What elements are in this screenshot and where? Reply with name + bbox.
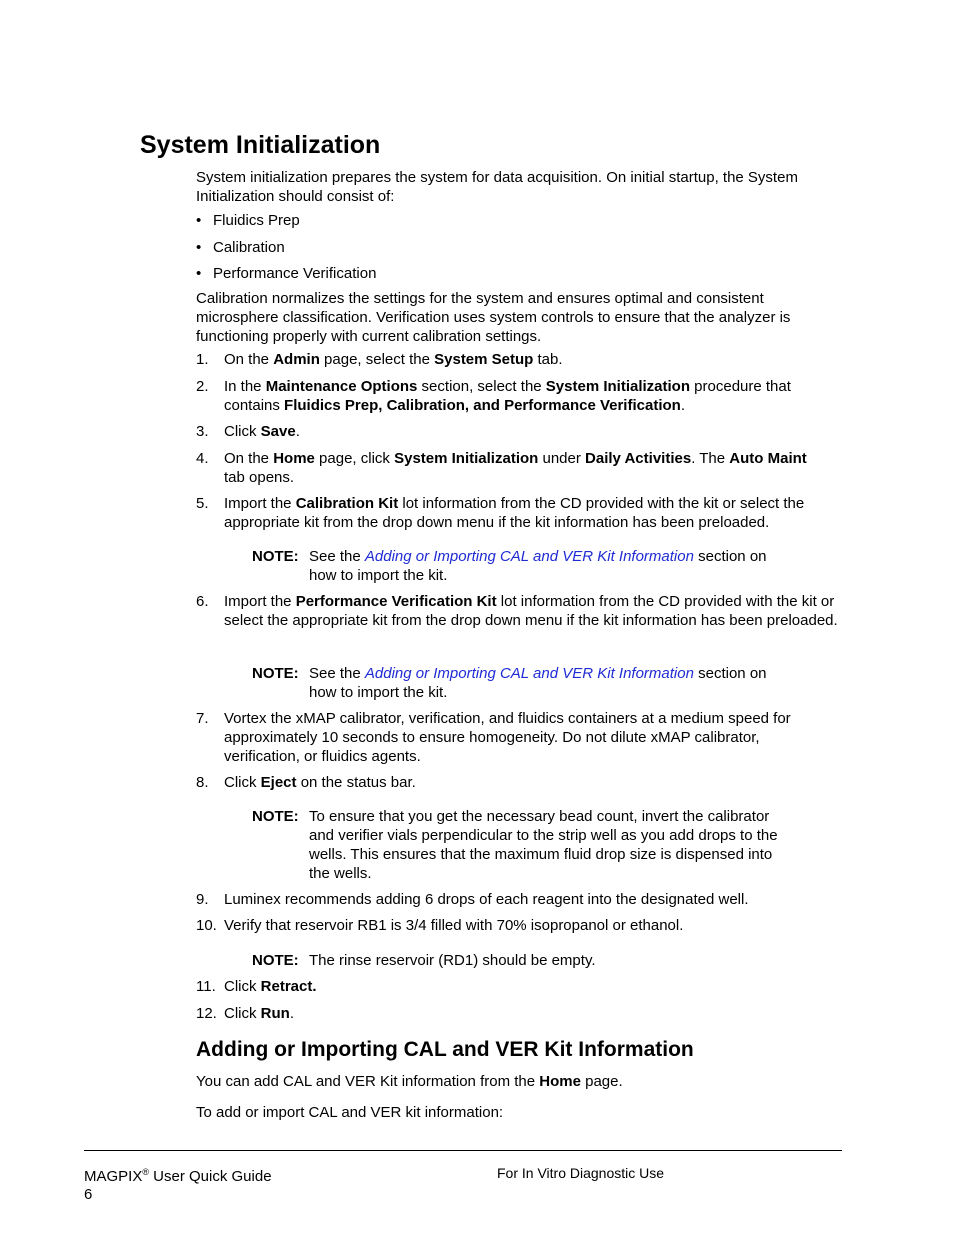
cal-ver-kit-link[interactable]: Adding or Importing CAL and VER Kit Information [364, 665, 694, 682]
step-item: 2. In the Maintenance Options section, select the System Initialization procedure that contains Fluidics Prep, Calibration, and Performance Verification. [196, 378, 791, 414]
step-item: 7. Vortex the xMAP calibrator, verification, and fluidics containers at a medium speed for approximately 10 seconds to ensure homogeneity. Do not dilute xMAP calibrator, verification, or fluidics agents. [196, 710, 791, 765]
step-item: 1. On the Admin page, select the System Setup tab. [196, 351, 563, 368]
bullet-item: • Fluidics Prep [196, 212, 300, 229]
footer-left [84, 1163, 272, 1204]
cal-ver-kit-link[interactable]: Adding or Importing CAL and VER Kit Information [364, 548, 694, 565]
footer-center: For In Vitro Diagnostic Use [497, 1165, 665, 1181]
step-item: 6. Import the Performance Verification Kit lot information from the CD provided with the kit or select the appropriate kit from the drop down menu if the kit information has been preloaded. [196, 593, 838, 629]
sub-paragraph: You can add CAL and VER Kit information from the Home page. [196, 1073, 623, 1090]
bullet-item: • Performance Verification [196, 265, 377, 282]
page-number: 6 [84, 1186, 93, 1203]
note-perf-kit: NOTE: See the Adding or Importing CAL and VER Kit Information section on how to import the kit. [252, 665, 767, 701]
sub-paragraph: To add or import CAL and VER kit information: [196, 1104, 504, 1121]
step-item: 3. Click Save. [196, 423, 300, 440]
footer-product: MAGPIX® User Quick Guide [84, 1167, 272, 1185]
step-item: 8. Click Eject on the status bar. [196, 774, 416, 791]
step-item: 9. Luminex recommends adding 6 drops of each reagent into the designated well. [196, 891, 749, 908]
note-rinse: NOTE: The rinse reservoir (RD1) should be empty. [252, 952, 596, 969]
page-title: System Initialization [140, 131, 381, 159]
step-item: 12. Click Run. [196, 1005, 295, 1022]
note-bead-count: NOTE: To ensure that you get the necessary bead count, invert the calibrator and verifier vials perpendicular to the strip well as you add drops to the wells. This ensures that the maximum fluid drop size is dispensed into the wells. [252, 808, 778, 882]
step-item: 10. Verify that reservoir RB1 is 3/4 filled with 70% isopropanol or ethanol. [196, 917, 684, 934]
section-heading: Adding or Importing CAL and VER Kit Information [196, 1038, 694, 1061]
bullet-item: • Calibration [196, 239, 285, 256]
note-cal-kit: NOTE: See the Adding or Importing CAL and VER Kit Information section on how to import the kit. [252, 548, 767, 584]
step-item: 5. Import the Calibration Kit lot information from the CD provided with the kit or select the appropriate kit from the drop down menu if the kit information has been preloaded. [196, 495, 805, 531]
calibration-paragraph: Calibration normalizes the settings for the system and ensures optimal and consistent microsphere classification. Verification uses system controls to ensure that the analyzer is functioning properly with current calibration settings. [196, 290, 791, 345]
step-item: 11. Click Retract. [196, 978, 317, 995]
footer-divider [84, 1150, 842, 1151]
step-item: 4. On the Home page, click System Initialization under Daily Activities. The Auto Maint tab opens. [196, 450, 807, 486]
intro-paragraph: System initialization prepares the system for data acquisition. On initial startup, the System Initialization should consist of: [196, 169, 798, 205]
